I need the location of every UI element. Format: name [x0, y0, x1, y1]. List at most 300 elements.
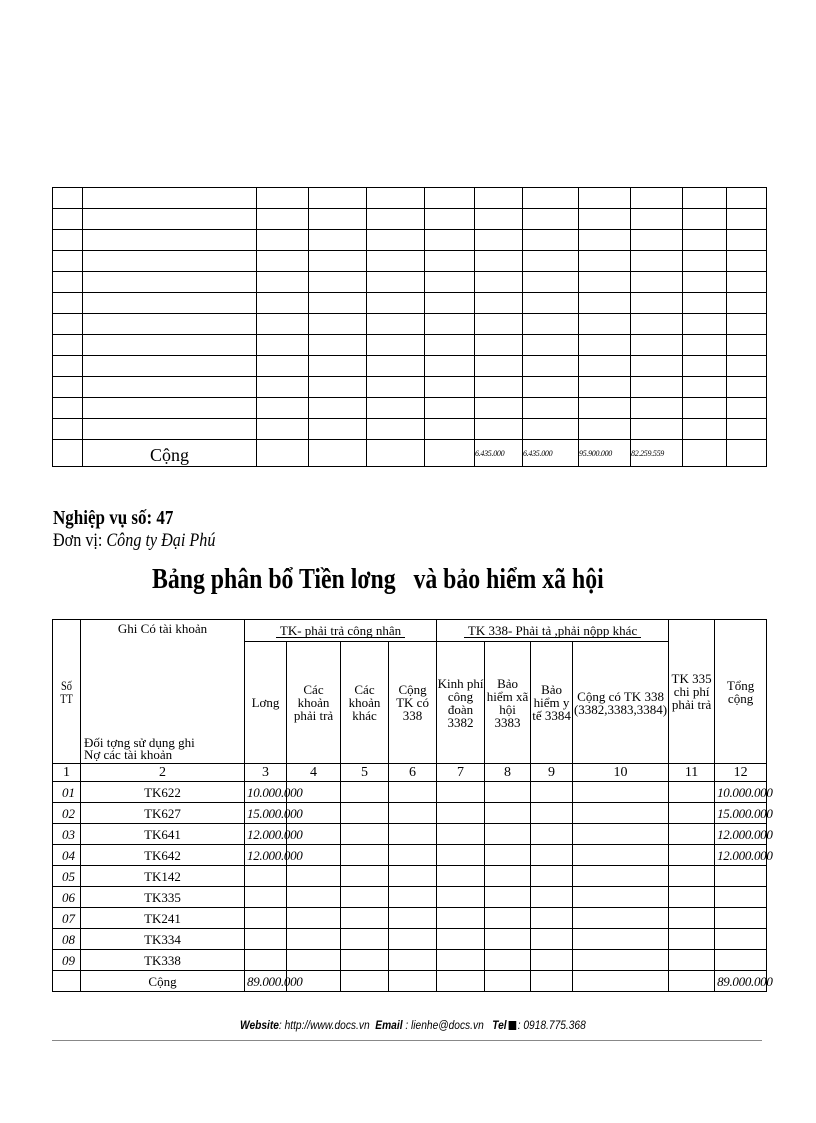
top-table-cell — [309, 209, 367, 230]
header-account-cell — [81, 620, 245, 764]
top-table-cell — [53, 314, 83, 335]
empty-cell — [669, 929, 715, 950]
top-table-cell — [523, 251, 579, 272]
column-number: 7 — [437, 764, 485, 782]
top-table-cell — [683, 419, 727, 440]
top-table-cell — [83, 272, 257, 293]
top-table-cell — [53, 230, 83, 251]
top-table-cell — [83, 251, 257, 272]
top-table-cell — [475, 419, 523, 440]
top-table-row — [53, 398, 767, 419]
top-table-cell — [727, 314, 767, 335]
top-table-cell — [425, 293, 475, 314]
top-table-cell — [523, 293, 579, 314]
top-table-cell — [727, 272, 767, 293]
empty-cell — [341, 803, 389, 824]
empty-cell — [531, 782, 573, 803]
top-table-row — [53, 230, 767, 251]
empty-cell — [389, 782, 437, 803]
header-bhyt: Bảo hiểm y tế 3384 — [531, 642, 573, 764]
empty-cell — [389, 887, 437, 908]
top-table-row — [53, 209, 767, 230]
header-kpcd: Kinh phí công đoàn 3382 — [437, 642, 485, 764]
unit-value: Công ty Đại Phú — [106, 530, 216, 551]
empty-cell — [669, 950, 715, 971]
top-table-cell — [309, 377, 367, 398]
top-table-cell — [53, 356, 83, 377]
top-table-cell — [257, 335, 309, 356]
top-table-cell — [727, 188, 767, 209]
empty-cell — [573, 929, 669, 950]
empty-cell — [485, 908, 531, 929]
top-table-cell — [475, 335, 523, 356]
empty-cell — [573, 866, 669, 887]
empty-cell — [287, 929, 341, 950]
top-table-cell — [257, 251, 309, 272]
row-tong — [715, 950, 767, 971]
empty-cell — [389, 866, 437, 887]
empty-cell — [341, 950, 389, 971]
row-luong: 12.000.000 — [245, 824, 287, 845]
top-table-cell — [523, 230, 579, 251]
header-cong-338: Cộng có TK 338 (3382,3383,3384) — [573, 642, 669, 764]
website-value[interactable]: : http://www.docs.vn — [278, 1018, 370, 1032]
top-table-cell — [727, 440, 767, 467]
table-row — [53, 866, 767, 887]
empty-cell — [573, 803, 669, 824]
empty-cell — [437, 866, 485, 887]
row-account: TK142 — [81, 866, 245, 887]
empty-cell — [485, 950, 531, 971]
top-table-cell — [83, 314, 257, 335]
top-table-cell — [257, 272, 309, 293]
top-table-cell — [367, 419, 425, 440]
empty-cell — [485, 824, 531, 845]
top-table-cell — [425, 188, 475, 209]
empty-cell — [531, 803, 573, 824]
tel-label: Tel — [492, 1018, 507, 1032]
top-table-row — [53, 314, 767, 335]
top-table-cell — [425, 272, 475, 293]
top-table-cell — [83, 293, 257, 314]
row-tong — [715, 929, 767, 950]
empty-cell — [531, 971, 573, 992]
empty-cell — [437, 908, 485, 929]
top-table-cell — [579, 188, 631, 209]
top-table-cell — [683, 188, 727, 209]
top-table-cell — [631, 356, 683, 377]
top-table-cell — [53, 188, 83, 209]
empty-cell — [341, 887, 389, 908]
empty-cell — [531, 887, 573, 908]
empty-cell — [485, 845, 531, 866]
empty-cell — [669, 782, 715, 803]
row-stt: 05 — [53, 866, 81, 887]
table-row — [53, 782, 767, 803]
top-table-cell — [683, 230, 727, 251]
top-table-cell — [425, 440, 475, 467]
top-table-row — [53, 188, 767, 209]
top-table-cell — [475, 314, 523, 335]
top-table-cell — [727, 293, 767, 314]
table-row — [53, 803, 767, 824]
top-table-cell — [425, 398, 475, 419]
empty-cell — [389, 971, 437, 992]
top-table-cell — [367, 335, 425, 356]
empty-cell — [389, 950, 437, 971]
row-stt: 09 — [53, 950, 81, 971]
top-table-cell — [309, 440, 367, 467]
empty-cell — [531, 866, 573, 887]
row-tong: 15.000.000 — [715, 803, 767, 824]
table-row — [53, 950, 767, 971]
table-row — [53, 845, 767, 866]
top-table-cell — [727, 419, 767, 440]
top-table-row — [53, 419, 767, 440]
column-number: 1 — [53, 764, 81, 782]
empty-cell — [573, 971, 669, 992]
empty-cell — [389, 929, 437, 950]
top-table-cell — [523, 188, 579, 209]
empty-cell — [437, 824, 485, 845]
top-table-cell — [367, 272, 425, 293]
top-table-cell — [257, 293, 309, 314]
top-table-cell — [425, 377, 475, 398]
empty-cell — [437, 782, 485, 803]
top-table-cell — [83, 335, 257, 356]
footer — [240, 1018, 586, 1032]
header-tk335: TK 335 chi phí phải trả — [669, 620, 715, 764]
column-number: 9 — [531, 764, 573, 782]
top-table-cell — [53, 293, 83, 314]
total-luong: 89.000.000 — [245, 971, 287, 992]
column-number: 3 — [245, 764, 287, 782]
empty-cell — [669, 971, 715, 992]
top-table-cell — [683, 335, 727, 356]
top-table-cell — [683, 251, 727, 272]
empty-cell — [573, 908, 669, 929]
top-summary-table — [52, 187, 767, 467]
top-table-cell — [367, 440, 425, 467]
top-table-cell — [523, 356, 579, 377]
top-table-cell — [523, 419, 579, 440]
top-table-cell — [523, 335, 579, 356]
top-table-cell — [257, 377, 309, 398]
top-table-cell — [579, 230, 631, 251]
top-table-cell — [425, 356, 475, 377]
top-table-cell — [631, 335, 683, 356]
row-tong — [715, 866, 767, 887]
empty-cell — [437, 887, 485, 908]
row-luong: 12.000.000 — [245, 845, 287, 866]
empty-cell — [669, 803, 715, 824]
top-table-cell — [257, 230, 309, 251]
top-table-cell — [367, 377, 425, 398]
row-tong — [715, 887, 767, 908]
top-table-cell — [683, 314, 727, 335]
email-value[interactable]: : lienhe@docs.vn — [402, 1018, 484, 1032]
row-tong: 12.000.000 — [715, 845, 767, 866]
row-stt: 07 — [53, 908, 81, 929]
empty-cell — [485, 782, 531, 803]
row-stt: 01 — [53, 782, 81, 803]
top-table-cell — [257, 440, 309, 467]
top-table-cell — [367, 314, 425, 335]
header-ghi-co: Ghi Có tài khoản — [117, 621, 208, 636]
top-table-cell — [683, 209, 727, 230]
top-table-cell — [257, 398, 309, 419]
top-table-cell — [631, 251, 683, 272]
top-table-cell — [727, 398, 767, 419]
top-table-cell — [579, 398, 631, 419]
row-account: TK335 — [81, 887, 245, 908]
empty-cell — [573, 782, 669, 803]
tel-value: : 0918.775.368 — [517, 1018, 586, 1032]
row-tong: 10.000.000 — [715, 782, 767, 803]
top-table-cell — [83, 209, 257, 230]
top-table-cell — [475, 398, 523, 419]
empty-cell — [669, 908, 715, 929]
unit-label: Đơn vị: — [53, 530, 103, 551]
column-number: 2 — [81, 764, 245, 782]
top-table-cell — [53, 335, 83, 356]
top-table-cell — [523, 377, 579, 398]
top-table-cell — [367, 398, 425, 419]
column-number: 5 — [341, 764, 389, 782]
top-table-cell — [257, 188, 309, 209]
top-table-cell — [367, 293, 425, 314]
top-table-cell — [579, 356, 631, 377]
top-table-cell — [523, 398, 579, 419]
top-table-cell — [425, 251, 475, 272]
top-table-cell — [727, 230, 767, 251]
top-table-sum-row — [53, 440, 767, 467]
row-luong: 10.000.000 — [245, 782, 287, 803]
top-table-cell — [83, 188, 257, 209]
top-table-cell — [83, 419, 257, 440]
row-luong — [245, 908, 287, 929]
row-account: TK627 — [81, 803, 245, 824]
row-account: TK338 — [81, 950, 245, 971]
top-table-cell — [425, 209, 475, 230]
top-table-cell — [475, 209, 523, 230]
top-table-cell — [257, 209, 309, 230]
top-table-cell — [309, 335, 367, 356]
empty-cell — [389, 845, 437, 866]
row-luong — [245, 887, 287, 908]
top-table-cell — [631, 230, 683, 251]
top-table-cell — [631, 209, 683, 230]
top-table-cell — [631, 272, 683, 293]
empty-cell — [437, 971, 485, 992]
empty-cell — [485, 929, 531, 950]
empty-cell — [531, 950, 573, 971]
empty-cell — [53, 971, 81, 992]
top-table-cell — [475, 272, 523, 293]
empty-cell — [531, 929, 573, 950]
empty-cell — [531, 908, 573, 929]
top-table-cell — [309, 419, 367, 440]
top-table-row — [53, 293, 767, 314]
top-table-cell — [53, 440, 83, 467]
empty-cell — [437, 803, 485, 824]
empty-cell — [669, 824, 715, 845]
header-cac-khoan-phai-tra: Các khoản phải trả — [287, 642, 341, 764]
empty-cell — [341, 908, 389, 929]
column-number: 10 — [573, 764, 669, 782]
empty-cell — [341, 866, 389, 887]
top-table-cell — [53, 251, 83, 272]
top-table-cell — [309, 272, 367, 293]
top-table-row — [53, 272, 767, 293]
empty-cell — [573, 824, 669, 845]
top-table-cell — [631, 188, 683, 209]
phone-icon — [508, 1021, 516, 1030]
top-table-cell — [579, 419, 631, 440]
top-table-cell — [367, 188, 425, 209]
row-luong — [245, 866, 287, 887]
top-table-cell — [475, 230, 523, 251]
top-table-row — [53, 251, 767, 272]
top-table-cell — [683, 440, 727, 467]
top-table-cell — [425, 314, 475, 335]
top-table-cell — [257, 419, 309, 440]
header-stt: Số TT — [53, 620, 81, 764]
empty-cell — [287, 908, 341, 929]
row-account: TK641 — [81, 824, 245, 845]
top-table-cell — [309, 398, 367, 419]
top-table-cell — [83, 230, 257, 251]
top-sum-value: 82.259.559 — [631, 440, 683, 467]
top-table-cell — [425, 230, 475, 251]
empty-cell — [437, 950, 485, 971]
column-number: 12 — [715, 764, 767, 782]
top-table-cell — [579, 335, 631, 356]
top-table-cell — [579, 377, 631, 398]
top-table-cell — [523, 209, 579, 230]
header-cong-tk: Cộng TK có 338 — [389, 642, 437, 764]
top-table-cell — [475, 293, 523, 314]
empty-cell — [389, 803, 437, 824]
top-table-cell — [579, 293, 631, 314]
top-table-cell — [727, 251, 767, 272]
top-table-cell — [83, 356, 257, 377]
top-table-cell — [367, 209, 425, 230]
empty-cell — [389, 824, 437, 845]
top-table-cell — [83, 377, 257, 398]
row-stt: 04 — [53, 845, 81, 866]
empty-cell — [669, 866, 715, 887]
top-table-cell — [523, 272, 579, 293]
column-number: 11 — [669, 764, 715, 782]
top-sum-value: 95.900.000 — [579, 440, 631, 467]
table-row — [53, 908, 767, 929]
top-table-cell — [475, 377, 523, 398]
top-table-cell — [683, 272, 727, 293]
top-table-cell — [367, 356, 425, 377]
total-row — [53, 971, 767, 992]
header-doi-tuong: Đối tợng sử dụng ghi Nợ các tài khoản — [84, 735, 195, 762]
row-luong — [245, 929, 287, 950]
footer-divider — [52, 1040, 762, 1041]
column-number: 8 — [485, 764, 531, 782]
top-table-cell — [631, 377, 683, 398]
row-luong: 15.000.000 — [245, 803, 287, 824]
table-row — [53, 929, 767, 950]
top-sum-label: Cộng — [83, 440, 257, 467]
top-table-cell — [579, 209, 631, 230]
top-table-cell — [257, 356, 309, 377]
empty-cell — [669, 887, 715, 908]
top-table-cell — [579, 272, 631, 293]
row-stt: 08 — [53, 929, 81, 950]
top-sum-value: 6.435.000 — [475, 440, 523, 467]
top-table-cell — [683, 293, 727, 314]
empty-cell — [287, 866, 341, 887]
top-table-cell — [309, 230, 367, 251]
top-table-cell — [309, 314, 367, 335]
empty-cell — [341, 929, 389, 950]
unit-line — [53, 530, 215, 552]
empty-cell — [573, 845, 669, 866]
empty-cell — [485, 866, 531, 887]
top-table-cell — [727, 209, 767, 230]
header-group-338: TK 338- Phải tả ,phải nộpp khác — [437, 620, 669, 642]
empty-cell — [341, 782, 389, 803]
top-table-cell — [631, 398, 683, 419]
table-row — [53, 887, 767, 908]
total-label: Cộng — [81, 971, 245, 992]
top-table-cell — [309, 251, 367, 272]
column-number: 4 — [287, 764, 341, 782]
transaction-number: Nghiệp vụ số: 47 — [53, 507, 174, 529]
main-table-body — [53, 764, 773, 992]
top-table-cell — [53, 272, 83, 293]
row-luong — [245, 950, 287, 971]
empty-cell — [485, 887, 531, 908]
header-bhxh: Bảo hiểm xã hội 3383 — [485, 642, 531, 764]
header-tong-cong: Tổng cộng — [715, 620, 767, 764]
empty-cell — [389, 908, 437, 929]
row-stt: 03 — [53, 824, 81, 845]
row-account: TK642 — [81, 845, 245, 866]
email-label: Email — [375, 1018, 403, 1032]
salary-allocation-table — [52, 619, 773, 992]
top-table-cell — [475, 188, 523, 209]
empty-cell — [341, 845, 389, 866]
empty-cell — [485, 803, 531, 824]
top-table-cell — [631, 314, 683, 335]
top-table-cell — [727, 335, 767, 356]
empty-cell — [287, 950, 341, 971]
top-sum-value: 6.435.000 — [523, 440, 579, 467]
top-table-cell — [727, 356, 767, 377]
empty-cell — [531, 845, 573, 866]
row-stt: 02 — [53, 803, 81, 824]
table-row — [53, 824, 767, 845]
top-table-cell — [309, 293, 367, 314]
empty-cell — [287, 887, 341, 908]
document-title: Bảng phân bổ Tiền lơng và bảo hiểm xã hội — [152, 563, 604, 595]
column-number: 6 — [389, 764, 437, 782]
top-table-cell — [425, 419, 475, 440]
row-account: TK334 — [81, 929, 245, 950]
top-table-cell — [683, 398, 727, 419]
empty-cell — [437, 845, 485, 866]
top-table-cell — [683, 356, 727, 377]
top-table-cell — [53, 398, 83, 419]
row-tong: 12.000.000 — [715, 824, 767, 845]
